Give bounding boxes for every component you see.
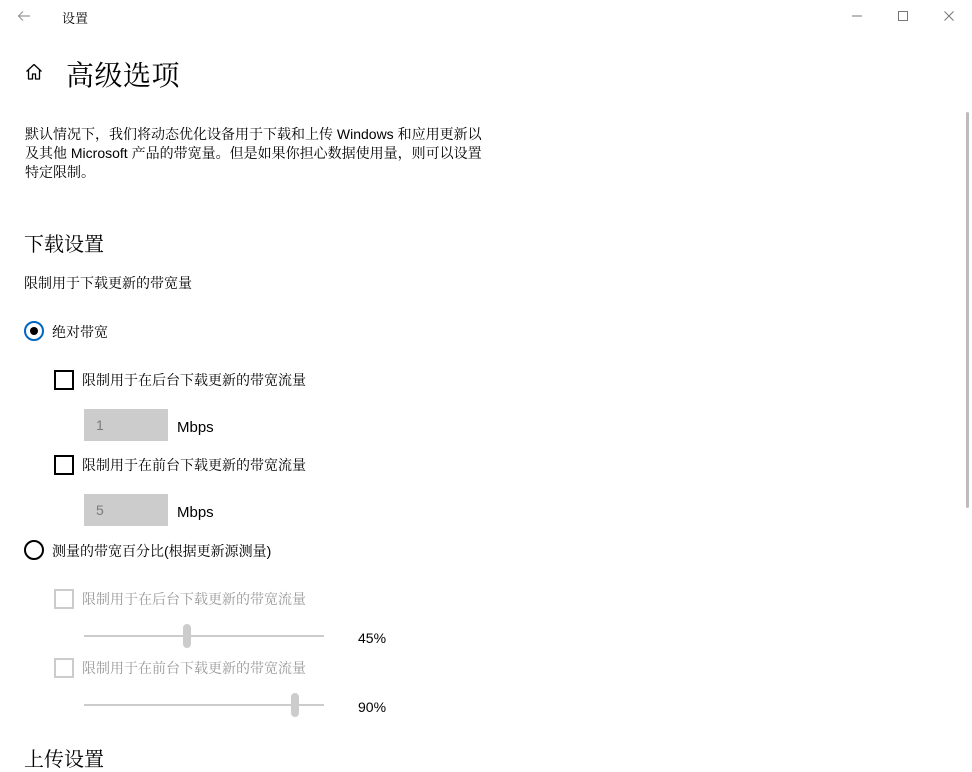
pct-foreground-slider-thumb: [291, 693, 299, 717]
pct-foreground-limit-checkbox: [54, 658, 74, 678]
pct-background-value: 45%: [358, 630, 387, 646]
maximize-icon: [897, 10, 909, 22]
download-settings-heading: 下载设置: [24, 234, 104, 256]
app-title: 设置: [62, 11, 89, 26]
pct-background-slider: [84, 635, 324, 637]
download-limit-label: 限制用于下载更新的带宽量: [24, 275, 192, 291]
absolute-bandwidth-radio[interactable]: [24, 321, 44, 341]
pct-background-slider-thumb: [183, 624, 191, 648]
abs-foreground-limit-checkbox[interactable]: [54, 455, 74, 475]
abs-background-mbps-input[interactable]: [84, 409, 168, 441]
description-text: 默认情况下，我们将动态优化设备用于下载和上传 Windows 和应用更新以及其他 Microsoft 产品的带宽量。但是如果你担心数据使用量，则可以设置特定限制。: [25, 126, 482, 180]
vertical-scrollbar[interactable]: [966, 112, 969, 508]
percentage-bandwidth-label[interactable]: 测量的带宽百分比(根据更新源测量): [52, 543, 272, 559]
abs-background-limit-checkbox[interactable]: [54, 370, 74, 390]
abs-foreground-unit: Mbps: [177, 504, 214, 521]
minimize-icon: [851, 10, 863, 22]
pct-foreground-limit-label: 限制用于在前台下载更新的带宽流量: [82, 660, 306, 676]
upload-settings-heading: 上传设置: [24, 749, 104, 771]
pct-foreground-slider: [84, 704, 324, 706]
home-icon: [24, 62, 44, 82]
pct-background-limit-checkbox: [54, 589, 74, 609]
abs-background-unit: Mbps: [177, 419, 214, 436]
minimize-button[interactable]: [834, 0, 880, 32]
abs-foreground-limit-label[interactable]: 限制用于在前台下载更新的带宽流量: [82, 457, 306, 473]
back-button[interactable]: [8, 4, 40, 28]
home-button[interactable]: [22, 60, 46, 84]
page-title: 高级选项: [66, 60, 181, 91]
pct-foreground-value: 90%: [358, 699, 387, 715]
maximize-button[interactable]: [880, 0, 926, 32]
pct-background-limit-label: 限制用于在后台下载更新的带宽流量: [82, 591, 306, 607]
title-bar: [0, 0, 972, 32]
close-button[interactable]: [926, 0, 972, 32]
close-icon: [943, 10, 955, 22]
arrow-left-icon: [16, 8, 32, 24]
percentage-bandwidth-radio[interactable]: [24, 540, 44, 560]
abs-foreground-mbps-input[interactable]: [84, 494, 168, 526]
absolute-bandwidth-label[interactable]: 绝对带宽: [52, 324, 108, 340]
abs-background-limit-label[interactable]: 限制用于在后台下载更新的带宽流量: [82, 372, 306, 388]
